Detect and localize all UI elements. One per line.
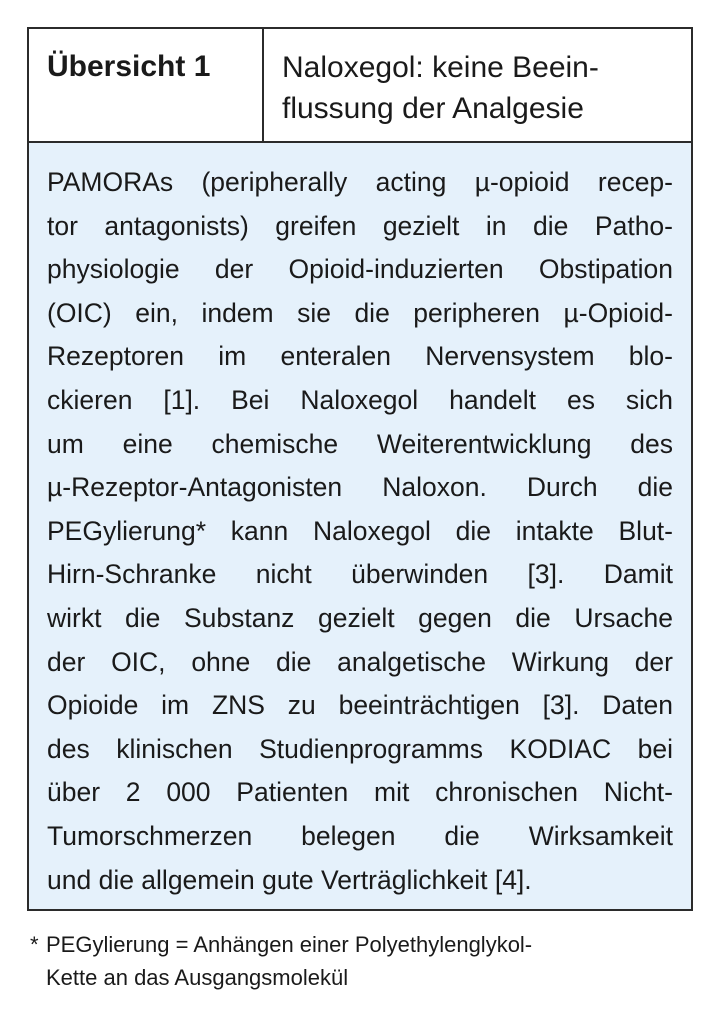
body-text-line: physiologie der Opioid-induzierten Obstipation [47,254,673,285]
overview-title-line: Naloxegol: keine Beein- [282,51,599,84]
body-text-line: wirkt die Substanz gezielt gegen die Ursache [47,602,673,633]
footnote-text: Kette an das Ausgangsmolekül [46,965,349,990]
body-text-line: Rezeptoren im enteralen Nervensystem blo- [47,341,673,372]
body-text-line: Hirn-Schranke nicht überwinden [3]. Damit [47,559,673,590]
body-text-line: µ-Rezeptor-Antagonisten Naloxon. Durch die [47,472,673,503]
overview-title-line: flussung der Analgesie [282,92,584,125]
body-text-line: ckieren [1]. Bei Naloxegol handelt es sich [47,384,673,415]
body-text-line: tor antagonists) greifen gezielt in die Patho- [47,210,673,241]
body-text-line: über 2 000 Patienten mit chronischen Nicht- [47,777,673,808]
footnote-marker: * [30,932,39,957]
footnote [30,928,700,994]
overview-header [29,29,691,143]
body-text-line: des klinischen Studienprogramms KODIAC bei [47,733,673,764]
body-text-line: PEGylierung* kann Naloxegol die intakte Blut- [47,515,673,546]
footnote-text: PEGylierung = Anhängen einer Polyethylenglykol- [46,932,533,957]
footnote-line [30,961,700,994]
overview-label: Übersicht 1 [29,29,264,141]
body-text-line: der OIC, ohne die analgetische Wirkung der [47,646,673,677]
body-text-line: (OIC) ein, indem sie die peripheren µ-Opioid- [47,297,673,328]
body-text-line: und die allgemein gute Verträglichkeit [4]. [47,864,532,895]
overview-title [264,29,691,141]
overview-body [29,143,691,909]
overview-box [27,27,693,911]
body-text-line: um eine chemische Weiterentwicklung des [47,428,673,459]
footnote-line [30,928,700,961]
body-text-line: PAMORAs (peripherally acting µ-opioid recep- [47,167,673,197]
body-text-line: Tumorschmerzen belegen die Wirksamkeit [47,820,673,851]
body-text-line: Opioide im ZNS zu beeinträchtigen [3]. Daten [47,690,673,721]
